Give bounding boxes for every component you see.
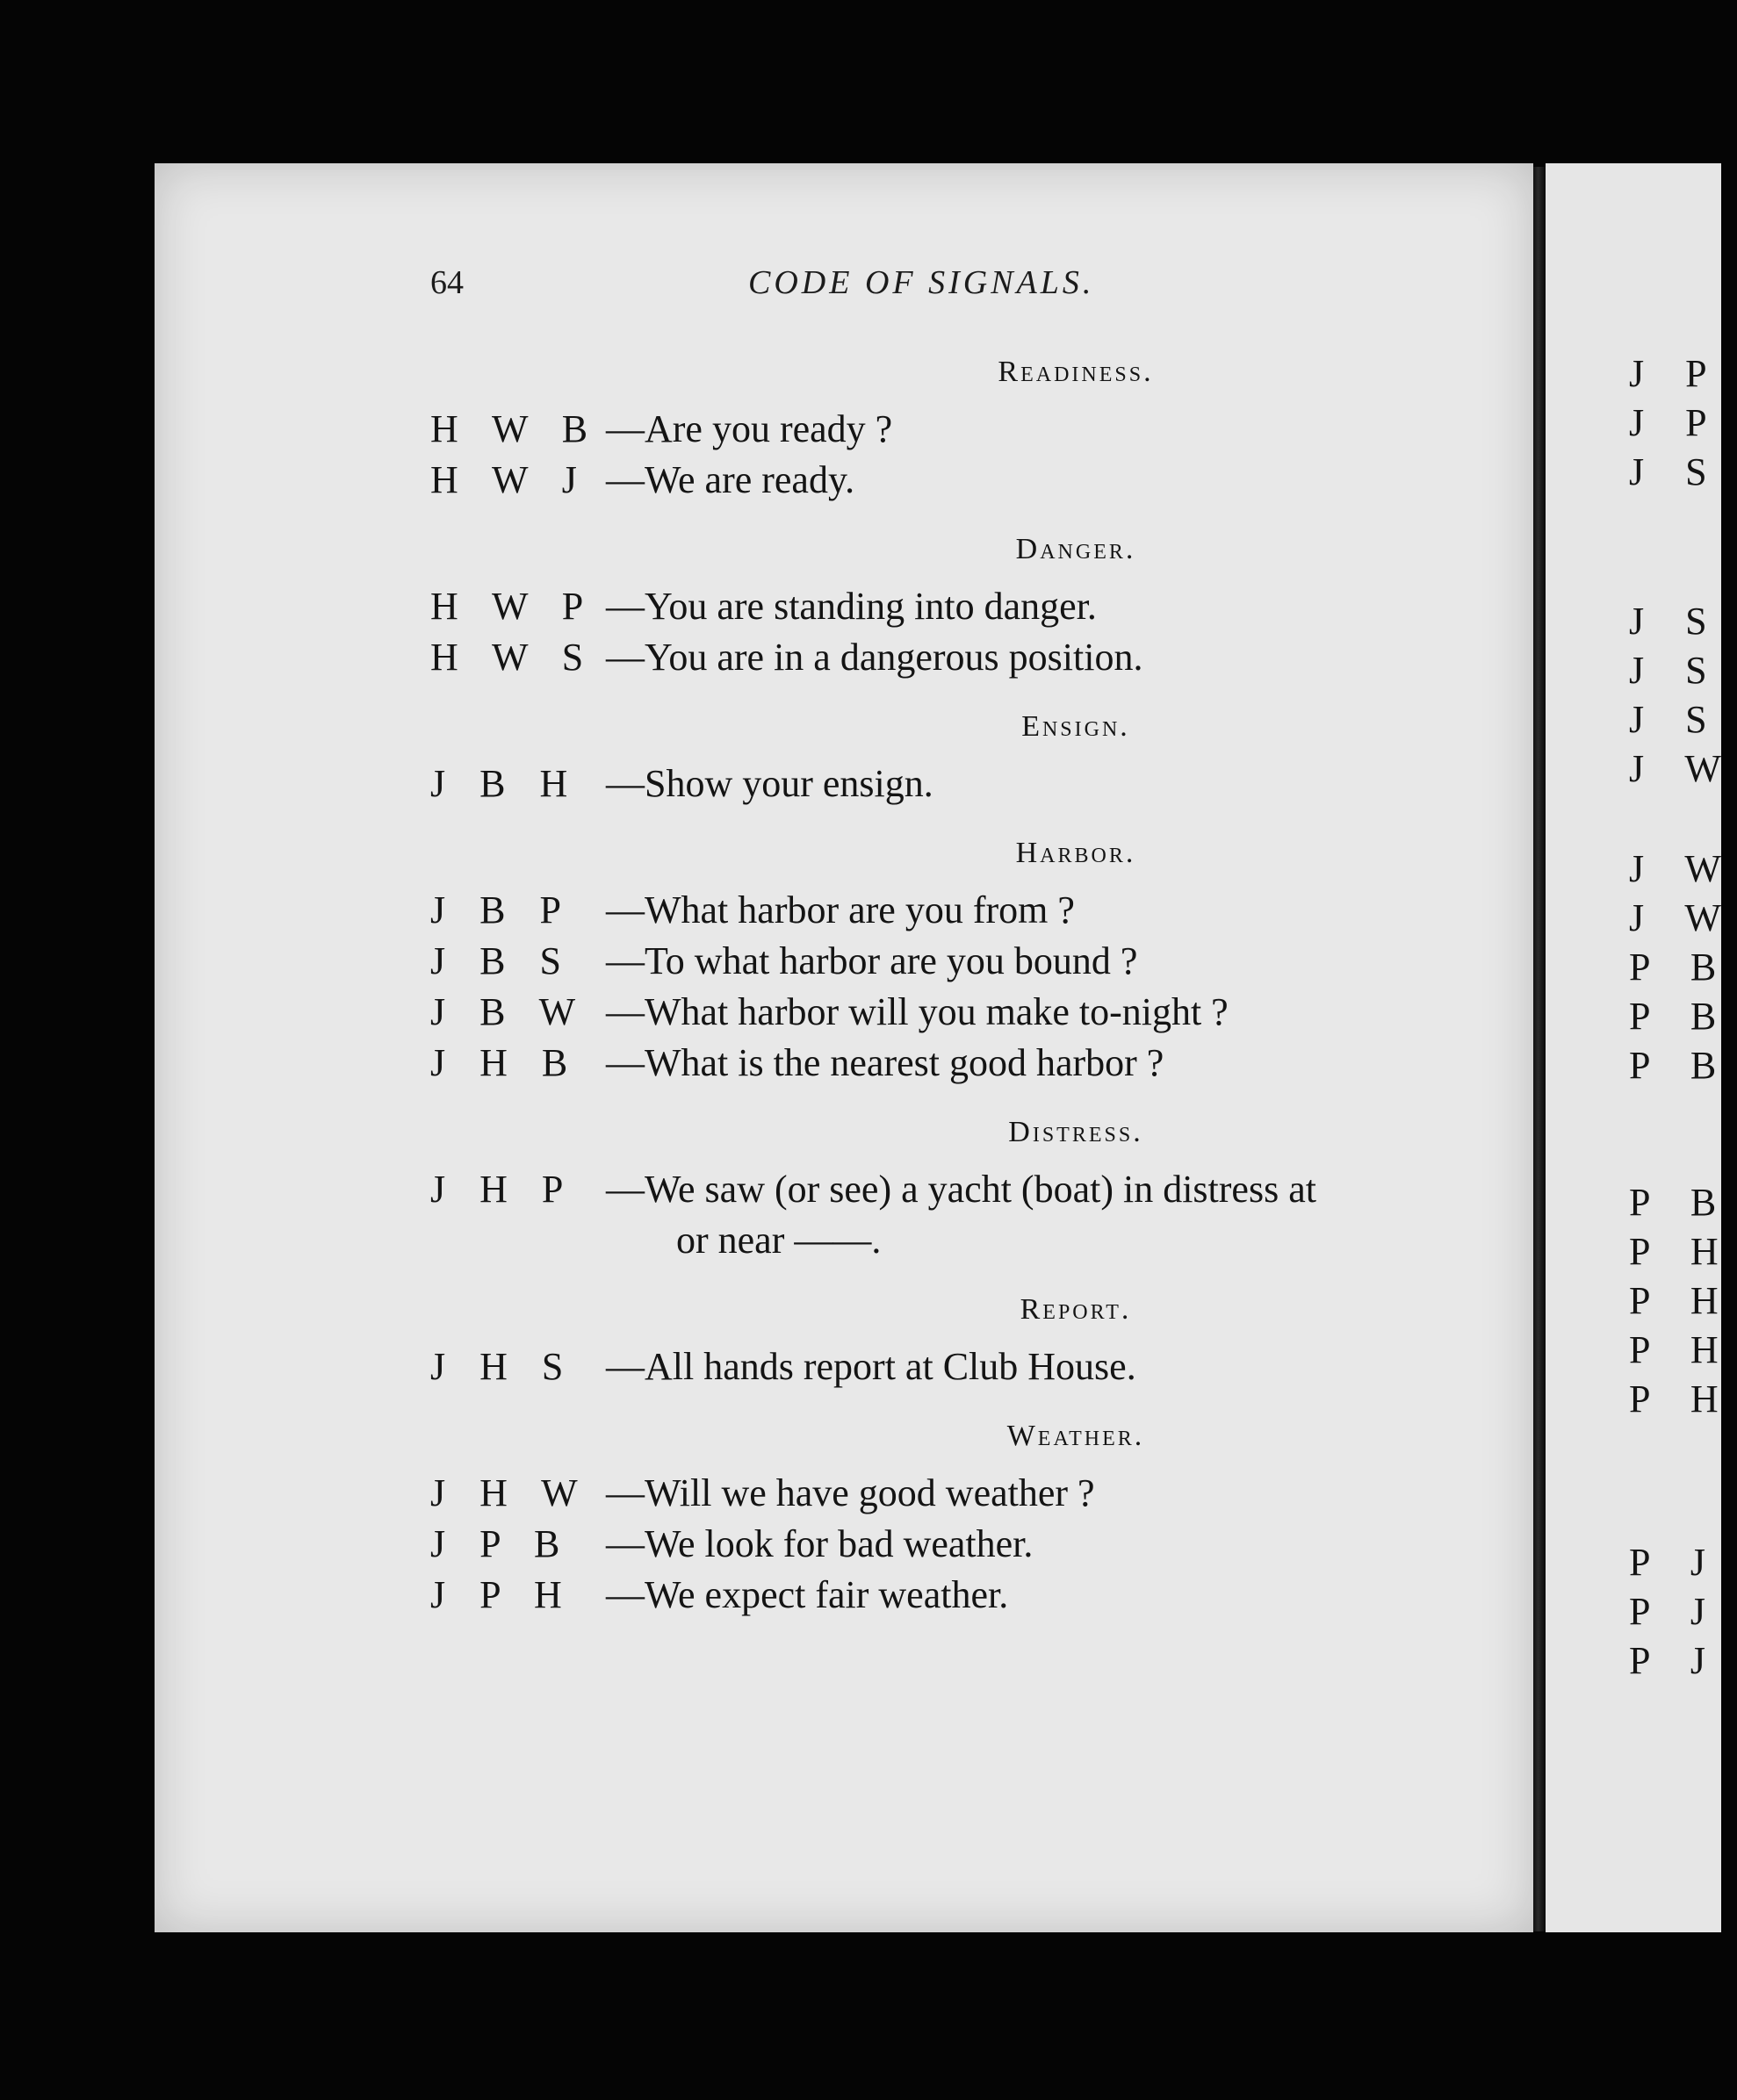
signal-meaning: —What is the nearest good harbor ? — [606, 1041, 1164, 1084]
signal-meaning: —Show your ensign. — [606, 762, 933, 805]
facing-code: P H — [1629, 1279, 1734, 1322]
signal-meaning: —What harbor will you make to-night ? — [606, 990, 1229, 1033]
section-report — [430, 1284, 1598, 1392]
signal-code: J B W — [430, 990, 588, 1033]
signal-entry — [430, 1341, 1598, 1392]
signal-meaning: —Are you ready ? — [606, 407, 893, 450]
signal-meaning: —We look for bad weather. — [606, 1522, 1034, 1565]
facing-code: P H — [1629, 1328, 1734, 1371]
signal-code: J P H — [430, 1573, 574, 1616]
facing-code: J S — [1629, 600, 1723, 643]
section-danger — [430, 523, 1598, 683]
signal-entry — [430, 936, 1598, 987]
facing-code: J W — [1629, 747, 1737, 790]
signal-code: J B P — [430, 888, 573, 931]
section-harbor — [430, 827, 1598, 1089]
signal-entry — [430, 581, 1598, 632]
signal-code: J P B — [430, 1522, 573, 1565]
section-distress — [430, 1106, 1598, 1266]
section-weather — [430, 1410, 1598, 1621]
facing-code: J P — [1629, 401, 1723, 444]
signal-code: J H P — [430, 1168, 576, 1211]
signal-entry — [430, 632, 1598, 683]
signal-code: H W B — [430, 407, 601, 450]
signal-code: H W P — [430, 585, 596, 628]
signal-meaning: —To what harbor are you bound ? — [606, 939, 1138, 982]
facing-code: P J — [1629, 1541, 1721, 1584]
signal-code: J B S — [430, 939, 573, 982]
signal-meaning: —You are in a dangerous position. — [606, 636, 1143, 679]
signal-meaning: —We saw (or see) a yacht (boat) in distress at — [606, 1168, 1316, 1211]
section-title: Weather. — [1006, 1420, 1145, 1452]
section-title: Harbor. — [1015, 837, 1136, 869]
signal-entry — [430, 1164, 1598, 1215]
signal-meaning: —We are ready. — [606, 458, 855, 501]
facing-page — [1546, 163, 1737, 1932]
signal-code: J H B — [430, 1041, 580, 1084]
signal-code: J H S — [430, 1345, 576, 1388]
section-title: Danger. — [1015, 533, 1136, 565]
signal-meaning: —What harbor are you from ? — [606, 888, 1075, 931]
signal-entry — [430, 759, 1598, 809]
signal-entry — [430, 885, 1598, 936]
section-title: Ensign. — [1021, 710, 1130, 743]
signal-entry — [430, 1519, 1598, 1570]
facing-code: P J — [1629, 1639, 1721, 1682]
facing-code: P B — [1629, 1181, 1733, 1224]
signal-entry — [430, 1570, 1598, 1621]
signal-entry — [430, 455, 1598, 506]
running-title: CODE OF SIGNALS. — [748, 264, 1095, 301]
facing-code: J W — [1629, 847, 1737, 890]
signal-meaning-continuation: or near ——. — [676, 1219, 882, 1262]
book-page — [155, 163, 1533, 1932]
signal-list — [430, 337, 1598, 1621]
signal-entry — [430, 1038, 1598, 1089]
book-spine — [1533, 167, 1546, 1931]
page-number: 64 — [430, 264, 464, 301]
section-title: Readiness. — [998, 356, 1154, 388]
facing-code: P B — [1629, 1044, 1733, 1087]
section-title: Report. — [1020, 1293, 1132, 1326]
signal-meaning: —All hands report at Club House. — [606, 1345, 1136, 1388]
signal-entry — [430, 404, 1598, 455]
signal-code: J H W — [430, 1471, 590, 1514]
facing-code: J W — [1629, 896, 1737, 939]
facing-code: P H — [1629, 1230, 1734, 1273]
facing-code: P H — [1629, 1377, 1734, 1420]
facing-code: J S — [1629, 698, 1723, 741]
facing-code: P B — [1629, 995, 1733, 1038]
signal-meaning: —Will we have good weather ? — [606, 1471, 1095, 1514]
facing-code: P B — [1629, 946, 1733, 989]
section-ensign — [430, 701, 1598, 809]
facing-code: P J — [1629, 1590, 1721, 1633]
signal-code: H W J — [430, 458, 589, 501]
signal-entry — [430, 1468, 1598, 1519]
section-title: Distress. — [1008, 1116, 1143, 1148]
signal-meaning: —We expect fair weather. — [606, 1573, 1009, 1616]
facing-code: J P — [1629, 352, 1723, 395]
signal-code: J B H — [430, 762, 580, 805]
signal-entry — [430, 987, 1598, 1038]
facing-code: J S — [1629, 649, 1723, 692]
facing-code: J S — [1629, 450, 1723, 493]
section-readiness — [430, 346, 1598, 506]
signal-code: H W S — [430, 636, 596, 679]
signal-meaning: —You are standing into danger. — [606, 585, 1097, 628]
